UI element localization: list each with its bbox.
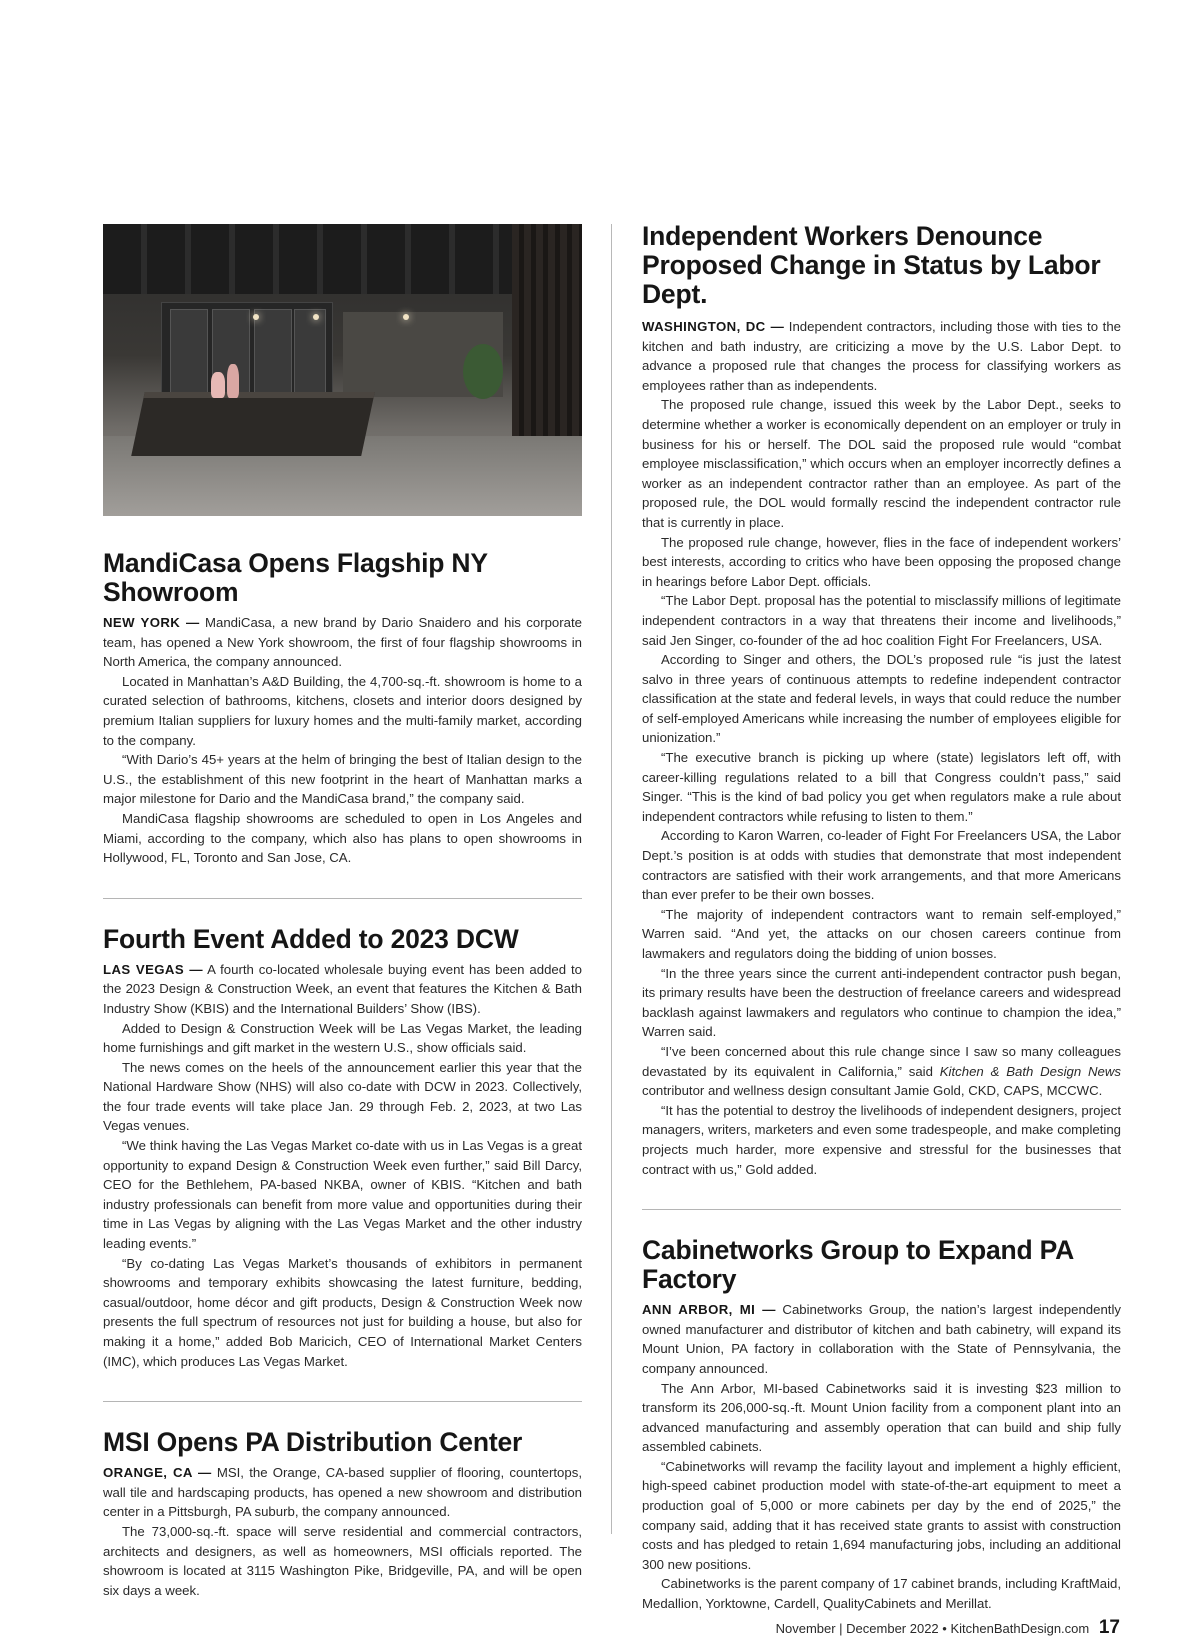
paragraph: The news comes on the heels of the announcement earlier this year that the National Hardware Show (NHS) will also co-date with DCW in 2023. Collectively, the four trade events will take place Jan. 29 through Feb. 2, 2023, at two Las Vegas venues. bbox=[103, 1059, 582, 1134]
paragraph: The Ann Arbor, MI-based Cabinetworks said it is investing $23 million to transform its 206,000-sq.-ft. Mount Union facility from a component plant into an advanced manufacturing and assembly operation that can build and ship fully assembled cabinets. bbox=[642, 1380, 1121, 1455]
headline: MandiCasa Opens Flagship NY Showroom bbox=[103, 548, 488, 607]
paragraph: “With Dario’s 45+ years at the helm of bringing the best of Italian design to the U.S., the establishment of this new footprint in the heart of Manhattan marks a major milestone for Dario and the MandiCasa brand,” the company said. bbox=[103, 752, 582, 807]
paragraph: “By co-dating Las Vegas Market’s thousands of exhibitors in permanent showrooms and temporary exhibits showcasing the latest furniture, bedding, casual/outdoor, home décor and gift products, Design & Construction Week now presents the full spectrum of resources not just for building a house, but also for making it a home,” added Bob Maricich, CEO of International Market Centers (IMC), which produces Las Vegas Market. bbox=[103, 1255, 582, 1369]
paragraph: “It has the potential to destroy the livelihoods of independent designers, project managers, writers, marketers and even some tradespeople, and make completing projects much harder, more expensive and stressful for the businesses that contract with us,” Gold added. bbox=[642, 1102, 1121, 1177]
paragraph: Located in Manhattan’s A&D Building, the 4,700-sq.-ft. showroom is home to a curated selection of bathrooms, kitchens, closets and interior doors designed by premium Italian suppliers for luxury homes and the multi-family market, according to the company. bbox=[103, 673, 582, 748]
headline: Independent Workers Denounce Proposed Change in Status by Labor Dept. bbox=[642, 221, 1101, 309]
paragraph: Cabinetworks is the parent company of 17 cabinet brands, including KraftMaid, Medallion, Yorktowne, Cardell, QualityCabinets and Merillat. bbox=[642, 1576, 1121, 1612]
dateline: NEW YORK — bbox=[103, 615, 200, 630]
article-dcw bbox=[103, 925, 582, 1371]
article-independent-workers bbox=[642, 222, 1121, 1179]
dateline: ORANGE, CA — bbox=[103, 1465, 212, 1481]
headline: MSI Opens PA Distribution Center bbox=[103, 1427, 523, 1458]
paragraph: “Cabinetworks will revamp the facility layout and implement a highly efficient, high-speed cabinet production model with state-of-the-art equipment to meet a production goal of 5,000 or more cabinets per day by the end of 2025,” the company said, adding that it has received state grants to assist with construction costs and has pledged to retain 1,694 manufacturing jobs, including an additional 300 new positions. bbox=[642, 1458, 1121, 1572]
section-divider bbox=[103, 898, 582, 899]
article-cabinetworks bbox=[642, 1236, 1121, 1614]
page-footer bbox=[620, 1617, 1120, 1639]
paragraph: Added to Design & Construction Week will be Las Vegas Market, the leading home furnishings and gift market in the western U.S., show officials said. bbox=[103, 1020, 582, 1056]
paragraph: “The executive branch is picking up where (state) legislators left off, with career-killing regulations related to a bill that Congress couldn’t pass,” said Singer. “This is the kind of bad policy you get when regulators make a rule about independent contractors while refusing to listen to them.” bbox=[642, 750, 1121, 824]
paragraph: The proposed rule change, issued this week by the Labor Dept., seeks to determine whether a worker is economically dependent on an employer or truly in business for his or herself. The DOL said the proposed rule would “combat employee misclassification,” which occurs when an employer incorrectly defines a worker as an independent contractor rather than an employee. As part of the proposed rule, the DOL would formally rescind the independent contractor rule that is currently in place. bbox=[642, 397, 1121, 530]
paragraph: “In the three years since the current anti-independent contractor push began, its primary results have been the destruction of freelance careers and widespread backlash against lawmakers and regulators who continue to champion the idea,” Warren said. bbox=[642, 965, 1121, 1040]
left-column bbox=[103, 224, 582, 1600]
dateline: ANN ARBOR, MI — bbox=[642, 1302, 776, 1318]
paragraph: “The Labor Dept. proposal has the potential to misclassify millions of legitimate independent contractors in a way that threatens their income and livelihoods,” said Jen Singer, co-founder of the ad hoc coalition Fight For Freelancers, USA. bbox=[642, 593, 1121, 648]
right-column bbox=[642, 222, 1121, 1614]
section-divider bbox=[103, 1401, 582, 1402]
paragraph: “I’ve been concerned about this rule change since I saw so many colleagues devastated by its equivalent in California,” said Kitchen & Bath Design News contributor and wellness design consultant Jamie Gold, CKD, CAPS, MCCWC. bbox=[642, 1043, 1122, 1099]
page-number: 17 bbox=[1098, 1617, 1120, 1638]
dateline: WASHINGTON, DC — bbox=[642, 319, 785, 334]
paragraph: ANN ARBOR, MI — Cabinetworks Group, the nation’s largest independently owned manufacturer and distributor of kitchen and bath cabinetry, will expand its Mount Union, PA factory in collaboration with the State of Pennsylvania, the company announced. bbox=[642, 1302, 1121, 1376]
issue-date: November | December 2022 bbox=[775, 1621, 939, 1636]
paragraph: WASHINGTON, DC — Independent contractors, including those with ties to the kitchen and bath industry, are criticizing a move by the U.S. Labor Dept. to advance a proposed rule that changes the process for classifying workers as employees rather than as independents. bbox=[642, 319, 1121, 393]
paragraph: The proposed rule change, however, flies in the face of independent workers’ best interests, according to critics who have been opposing the proposed change in hearings before Labor Dept. officials. bbox=[642, 534, 1121, 589]
showroom-photo bbox=[103, 224, 582, 516]
paragraph: “The majority of independent contractors want to remain self-employed,” Warren said. “And yet, the attacks on our chosen careers continue from lawmakers and regulators doing the bidding of union bosses. bbox=[642, 906, 1121, 961]
dateline: LAS VEGAS — bbox=[103, 961, 203, 977]
paragraph: The 73,000-sq.-ft. space will serve residential and commercial contractors, architects and designers, as well as homeowners, MSI officials reported. The showroom is located at 3115 Washington Pike, Bridgeville, PA, and will be open six days a week. bbox=[103, 1523, 582, 1598]
paragraph: LAS VEGAS — A fourth co-located wholesale buying event has been added to the 2023 Design & Construction Week, an event that features the Kitchen & Bath Industry Show (KBIS) and the International Builders’ Show (IBS). bbox=[103, 961, 582, 1016]
site-url[interactable]: KitchenBathDesign.com bbox=[950, 1621, 1090, 1636]
column-divider bbox=[611, 224, 612, 1534]
paragraph: MandiCasa flagship showrooms are scheduled to open in Los Angeles and Miami, according to the company, which also has plans to open showrooms in Hollywood, FL, Toronto and San Jose, CA. bbox=[103, 810, 582, 866]
headline: Fourth Event Added to 2023 DCW bbox=[103, 923, 519, 954]
section-divider bbox=[642, 1209, 1121, 1210]
paragraph: According to Karon Warren, co-leader of Fight For Freelancers USA, the Labor Dept.’s position is at odds with studies that demonstrate that most independent contractors are satisfied with their work arrangements, and that more Americans than ever prefer to be their own bosses. bbox=[642, 828, 1121, 903]
publication-name: Kitchen & Bath Design News bbox=[939, 1063, 1122, 1079]
paragraph: ORANGE, CA — MSI, the Orange, CA-based supplier of flooring, countertops, wall tile and hardscaping products, has opened a new showroom and distribution center in a Pittsburgh, PA suburb, the company announced. bbox=[103, 1465, 582, 1520]
paragraph: According to Singer and others, the DOL’s proposed rule “is just the latest salvo in three years of continuous attempts to redefine independent contractor classification at the state and federal levels, in ways that could reduce the number of self-employed Americans while increasing the number of employees eligible for unionization.” bbox=[642, 652, 1121, 746]
paragraph: NEW YORK — MandiCasa, a new brand by Dario Snaidero and his corporate team, has opened a New York showroom, the first of four flagship showrooms in North America, the company announced. bbox=[103, 615, 582, 670]
article-msi bbox=[103, 1428, 582, 1600]
headline: Cabinetworks Group to Expand PA Factory bbox=[642, 1235, 1074, 1295]
article-mandicasa bbox=[103, 549, 582, 868]
footer-bullet: • bbox=[942, 1621, 947, 1636]
paragraph: “We think having the Las Vegas Market co-date with us in Las Vegas is a great opportunity to expand Design & Construction Week even further,” said Bill Darcy, CEO for the Bethlehem, PA-based NKBA, owner of KBIS. “Kitchen and bath industry professionals can benefit from more value and opportunities during their time in Las Vegas by aligning with the Las Vegas Market and the other industry leading events.” bbox=[103, 1138, 582, 1252]
